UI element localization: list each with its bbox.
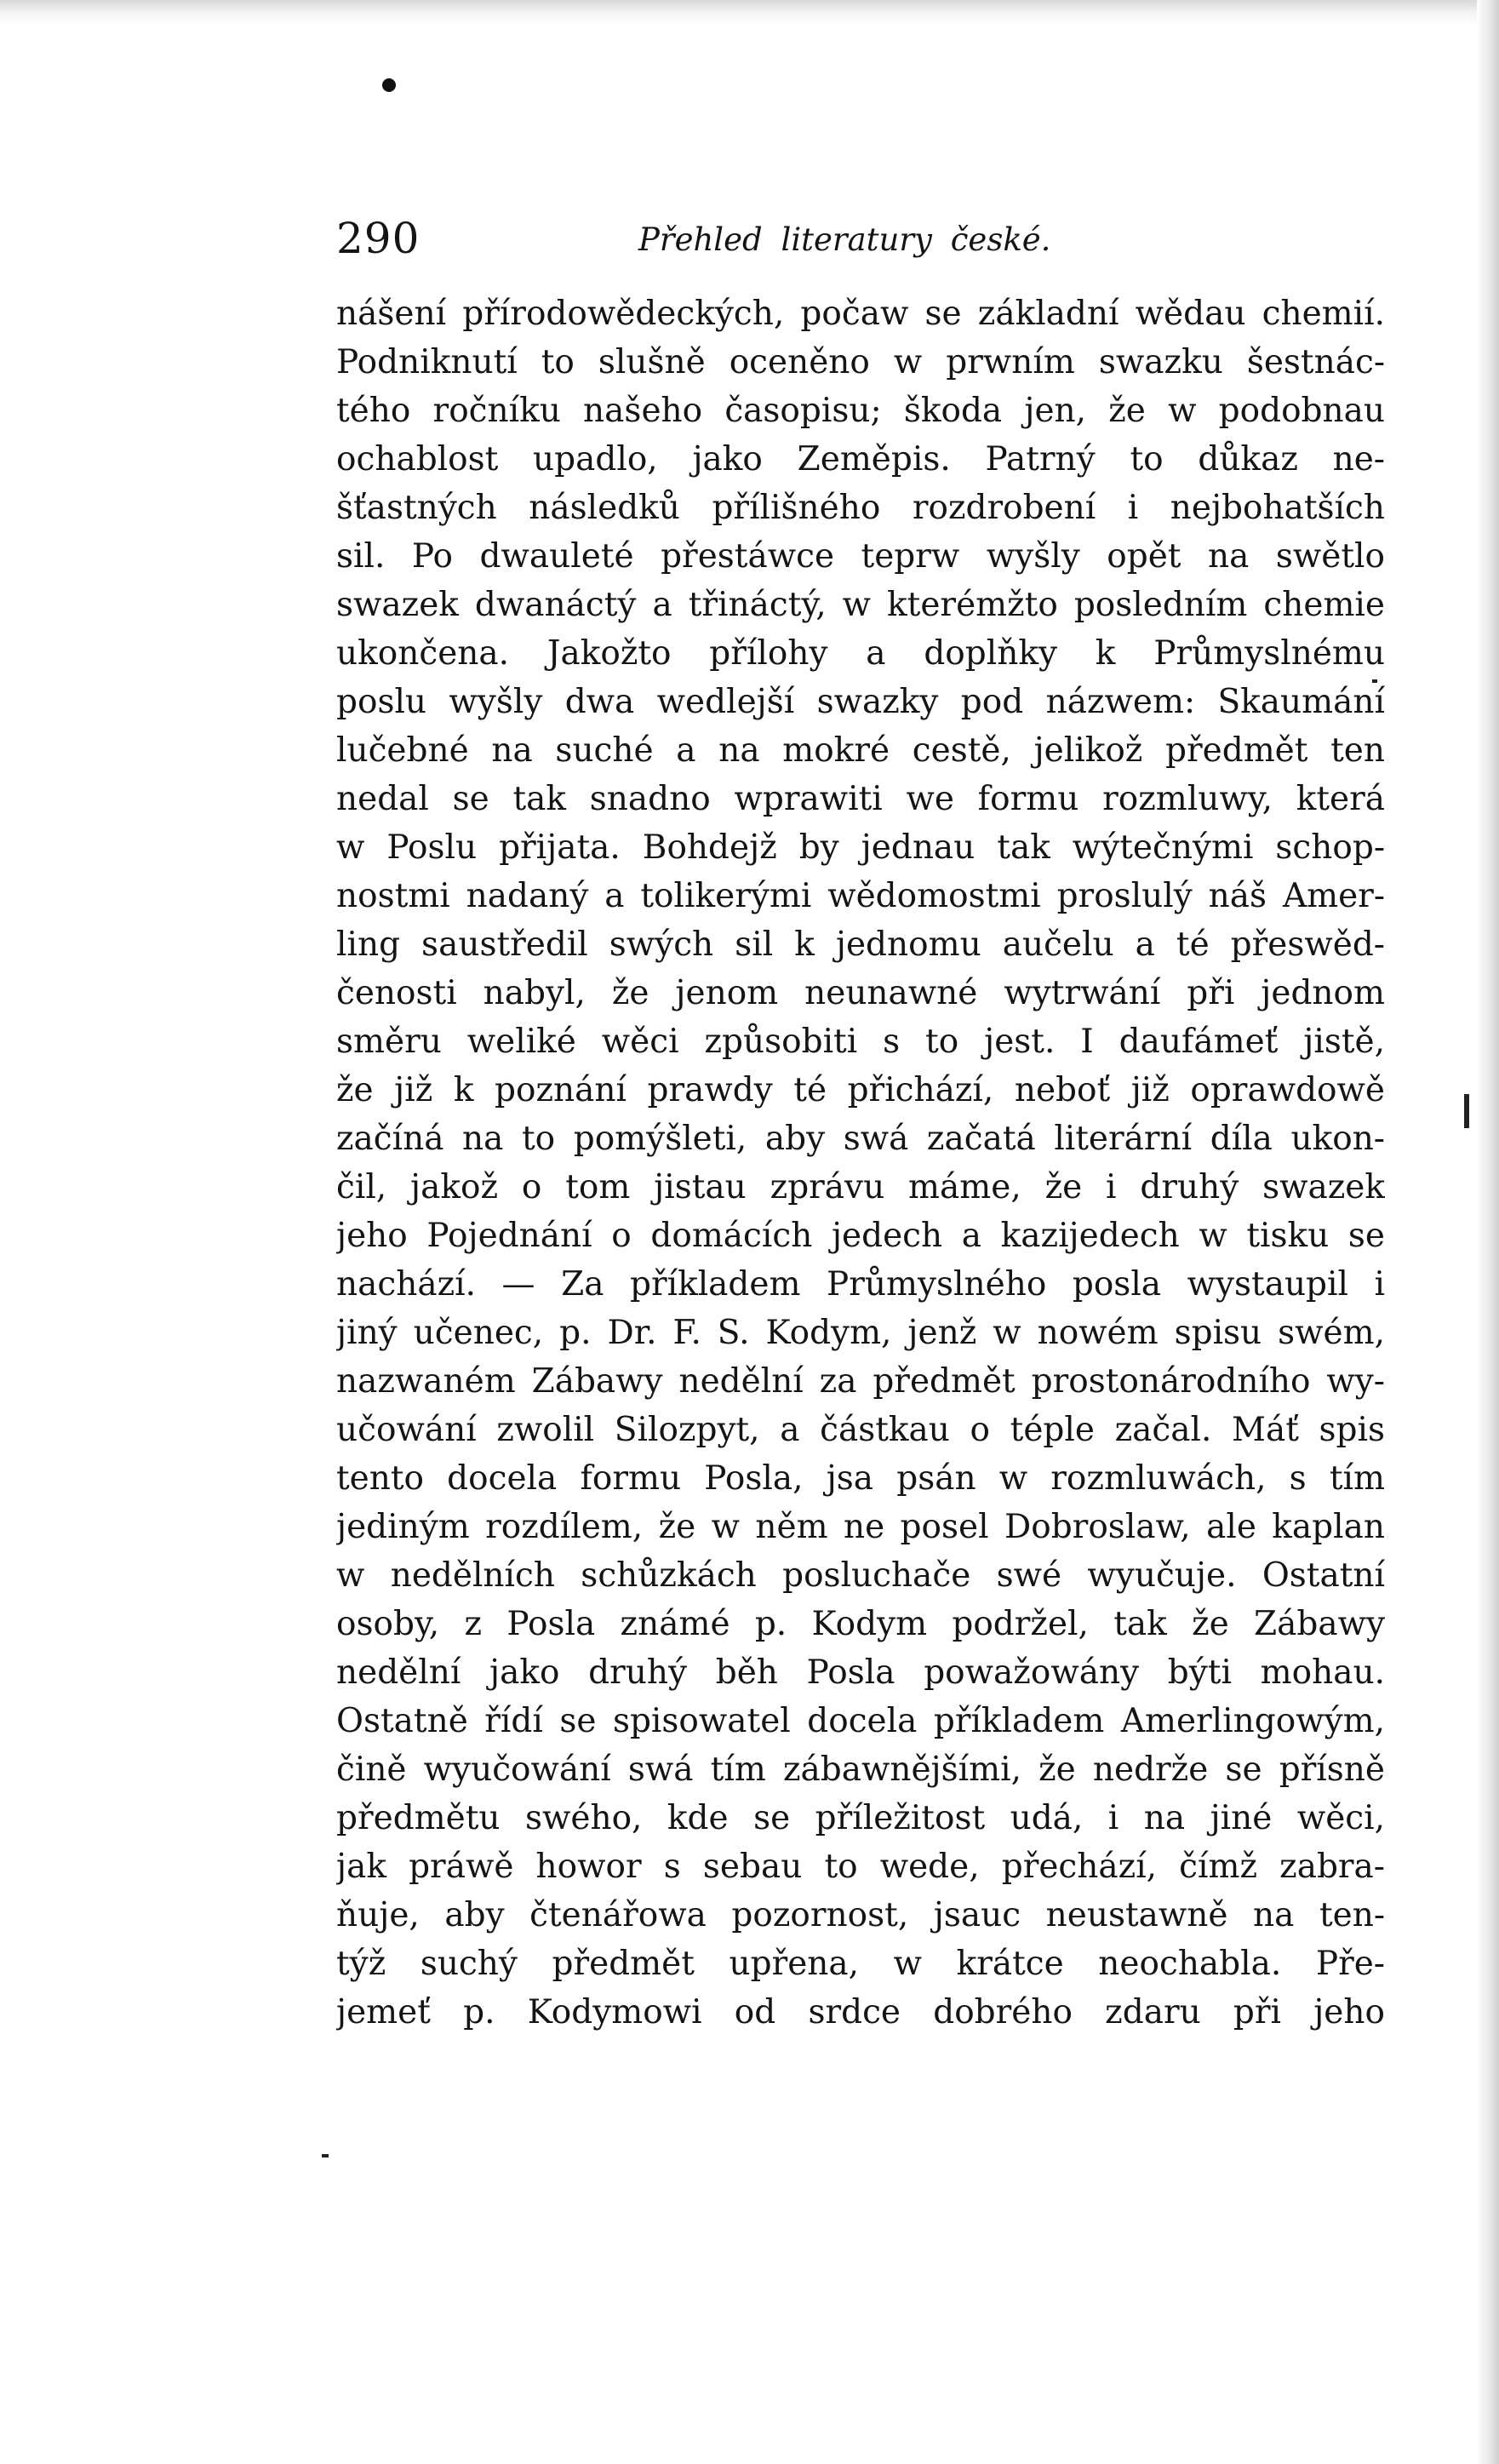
scan-right-edge xyxy=(1477,0,1499,2464)
body-text xyxy=(336,289,1385,2037)
text-line: nedal se tak snadno wprawiti we formu rozmluwy, která xyxy=(336,780,1385,818)
text-line: sil. Po dwauleté přestáwce teprw wyšly opět na swětlo xyxy=(336,537,1385,576)
scan-top-edge xyxy=(0,0,1499,26)
text-line: ukončena. Jakožto přílohy a doplňky k Průmyslnému xyxy=(336,634,1385,673)
running-title: Přehled literatury české. xyxy=(638,221,1051,258)
margin-mark xyxy=(1464,1094,1469,1128)
text-line: že již k poznání prawdy té přichází, neboť již oprawdowě xyxy=(336,1071,1385,1109)
margin-mark xyxy=(322,2154,329,2157)
text-line: jemeť p. Kodymowi od srdce dobrého zdaru při jeho xyxy=(336,1993,1385,2031)
text-line: jiný učenec, p. Dr. F. S. Kodym, jenž w nowém spisu swém, xyxy=(336,1314,1385,1352)
text-line: w nedělních schůzkách posluchače swé wyučuje. Ostatní xyxy=(336,1556,1385,1595)
text-line: jak práwě howor s sebau to wede, přechází, čímž zabra- xyxy=(336,1848,1385,1886)
text-line: lučebné na suché a na mokré cestě, jelikož předmět ten xyxy=(336,731,1385,770)
text-line: tento docela formu Posla, jsa psán w rozmluwách, s tím xyxy=(336,1459,1385,1498)
text-line: swazek dwanáctý a třináctý, w kterémžto posledním chemie xyxy=(336,586,1385,624)
text-line: týž suchý předmět upřena, w krátce neochabla. Pře- xyxy=(336,1945,1385,1983)
text-line: nostmi nadaný a tolikerými wědomostmi proslulý náš Amer- xyxy=(336,877,1385,915)
text-line: ňuje, aby čtenářowa pozornost, jsauc neustawně na ten- xyxy=(336,1896,1385,1934)
text-line: čil, jakož o tom jistau zprávu máme, že i druhý swazek xyxy=(336,1168,1385,1206)
text-line: začíná na to pomýšleti, aby swá začatá literární díla ukon- xyxy=(336,1120,1385,1158)
ornament-dot xyxy=(382,78,396,92)
text-line: w Poslu přijata. Bohdejž by jednau tak wýtečnými schop- xyxy=(336,828,1385,867)
text-line: čenosti nabyl, že jenom neunawné wytrwání při jednom xyxy=(336,974,1385,1012)
text-line: nazwaném Zábawy nedělní za předmět prostonárodního wy- xyxy=(336,1362,1385,1401)
text-line: ochablost upadlo, jako Zeměpis. Patrný to důkaz ne- xyxy=(336,440,1385,478)
text-line: jeho Pojednání o domácích jedech a kazijedech w tisku se xyxy=(336,1217,1385,1255)
text-line: Podniknutí to slušně oceněno w prwním swazku šestnác- xyxy=(336,343,1385,381)
text-line: nachází. — Za příkladem Průmyslného posla wystaupil i xyxy=(336,1265,1385,1304)
text-line: šťastných následků přílišného rozdrobení i nejbohatších xyxy=(336,489,1385,527)
page-number: 290 xyxy=(336,214,421,263)
text-line: předmětu swého, kde se příležitost udá, i na jiné wěci, xyxy=(336,1799,1385,1837)
text-line: Ostatně řídí se spisowatel docela příkladem Amerlingowým, xyxy=(336,1702,1385,1740)
text-line: učowání zwolil Silozpyt, a částkau o téple začal. Máť spis xyxy=(336,1411,1385,1449)
text-line: nášení přírodowědeckých, počaw se základní wědau chemií. xyxy=(336,295,1385,333)
page-header xyxy=(336,204,1383,272)
text-line: jediným rozdílem, že w něm ne posel Dobroslaw, ale kaplan xyxy=(336,1508,1385,1546)
text-line: ling saustředil swých sil k jednomu aučelu a té přeswěd- xyxy=(336,925,1385,964)
text-line: osoby, z Posla známé p. Kodym podržel, tak že Zábawy xyxy=(336,1605,1385,1643)
text-line: čině wyučowání swá tím zábawnějšími, že nedrže se přísně xyxy=(336,1751,1385,1789)
text-line: směru weliké wěci způsobiti s to jest. I daufámeť jistě, xyxy=(336,1023,1385,1061)
text-line: nedělní jako druhý běh Posla powažowány býti mohau. xyxy=(336,1653,1385,1692)
text-line: tého ročníku našeho časopisu; škoda jen, že w podobnau xyxy=(336,392,1385,430)
margin-mark xyxy=(1372,679,1377,683)
text-line: poslu wyšly dwa wedlejší swazky pod názwem: Skaumání xyxy=(336,683,1385,721)
